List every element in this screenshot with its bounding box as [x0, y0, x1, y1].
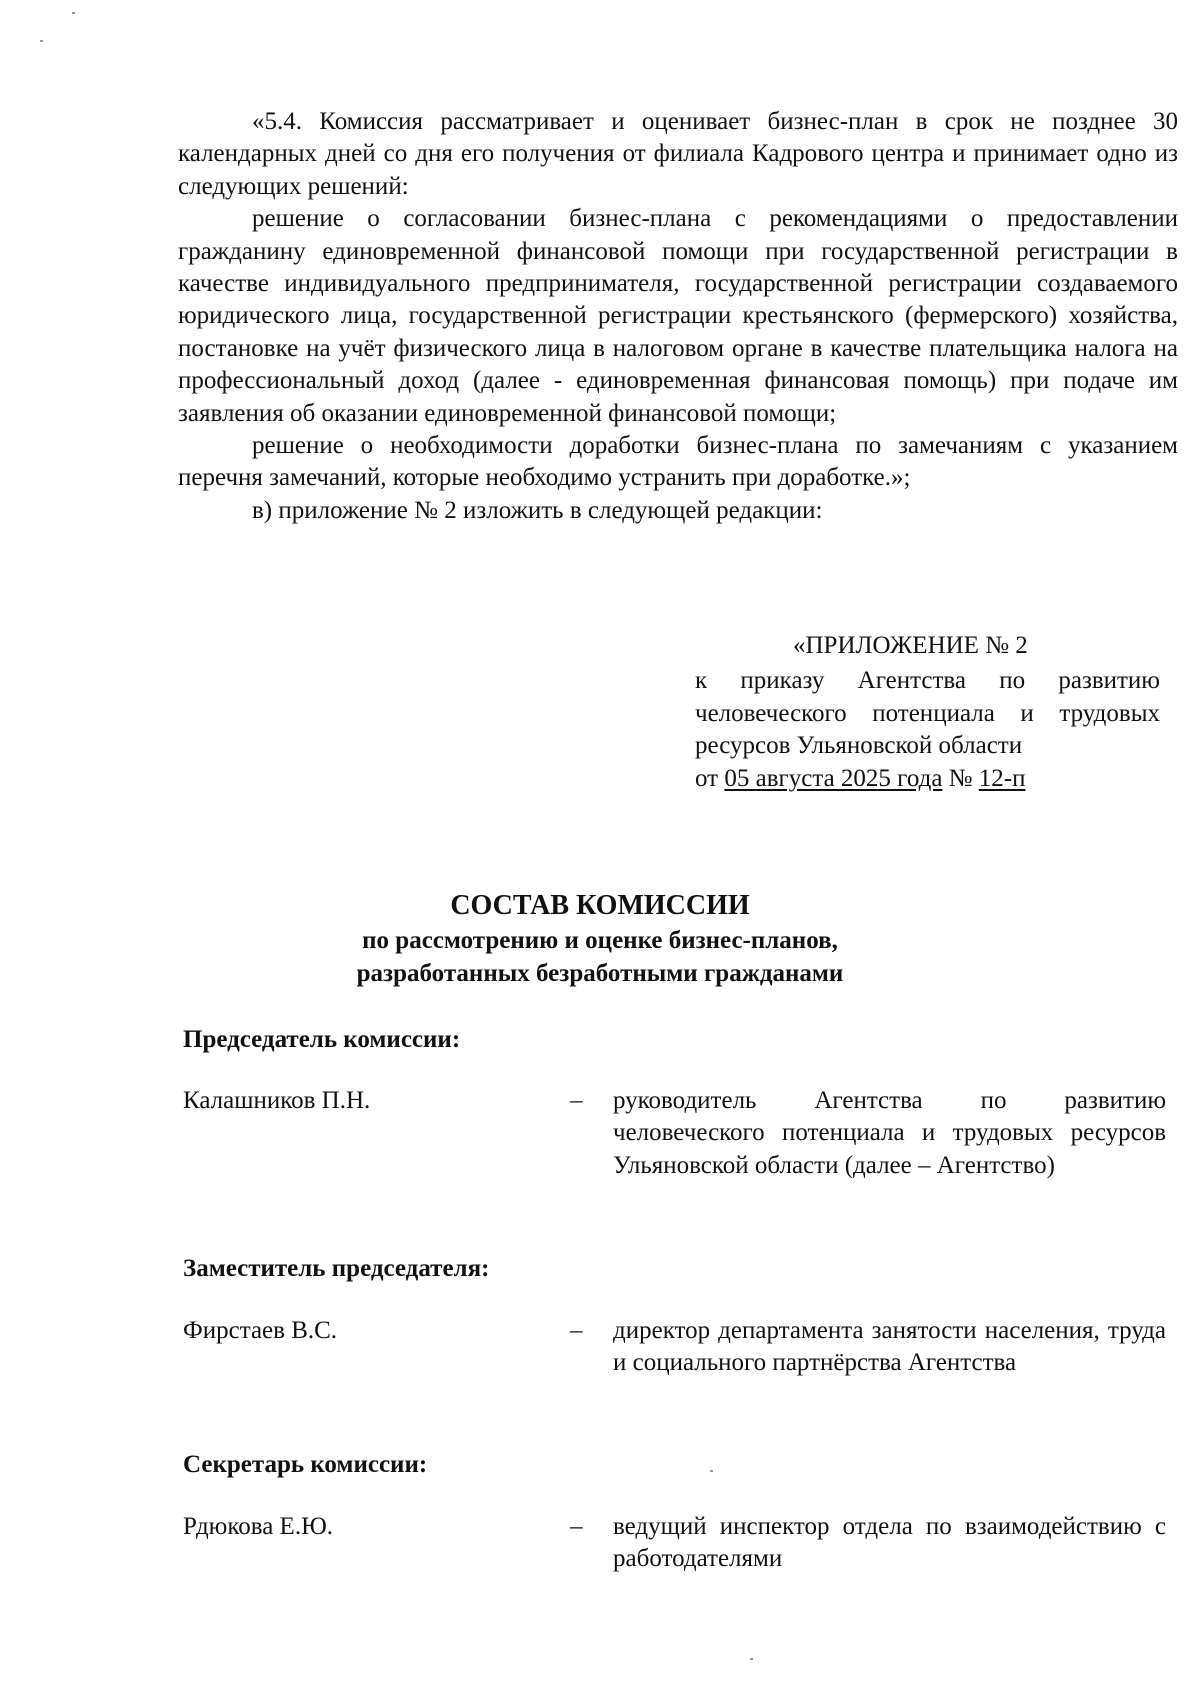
number-prefix: №	[942, 764, 979, 792]
member-dash: –	[570, 1513, 583, 1540]
scan-speck	[40, 40, 43, 42]
paragraph-decision-approve: решение о согласовании бизнес-плана с рекомендациями о предоставлении гражданину единовременной финансовой помощи при государственной регистрации в качестве индивидуального предпринимателя, государственной регистрации создаваемого юридического лица, государственной регистрации крестьянского (фермерского) хозяйства, постановке на учёт физического лица в налоговом органе в качестве плательщика налога на профессиональный доход (далее - единовременная финансовая помощь) при подаче им заявления об оказании единовременной финансовой помощи;	[178, 205, 1178, 427]
paragraph-decision-revise: решение о необходимости доработки бизнес-плана по замечаниям с указанием перечня замечаний, которые необходимо устранить при доработке.»;	[178, 432, 1178, 492]
paragraph-appendix-instruction: в) приложение № 2 изложить в следующей редакции:	[252, 496, 823, 524]
appendix-order-reference: к приказу Агентства по развитию человеческого потенциала и трудовых ресурсов Ульяновской области	[695, 667, 1160, 760]
role-chair: Председатель комиссии:	[183, 1026, 461, 1053]
title-line-1: СОСТАВ КОМИССИИ	[450, 890, 750, 921]
member-description: директор департамента занятости населения, труда и социального партнёрства Агентства	[613, 1317, 1166, 1377]
title-line-3: разработанных безработными гражданами	[356, 960, 844, 987]
date-prefix: от	[695, 764, 725, 792]
role-secretary: Секретарь комиссии:	[183, 1451, 428, 1478]
order-number: 12-п	[978, 764, 1026, 792]
member-name: Калашников П.Н.	[183, 1087, 371, 1114]
appendix-header	[695, 630, 1160, 795]
member-dash: –	[570, 1087, 583, 1114]
role-deputy: Заместитель председателя:	[183, 1255, 490, 1282]
scan-speck	[750, 1658, 753, 1660]
paragraph-5-4: «5.4. Комиссия рассматривает и оценивает бизнес-план в срок не позднее 30 календарных дней со дня его получения от филиала Кадрового центра и принимает одно из следующих решений:	[178, 108, 1178, 200]
member-description: руководитель Агентства по развитию человеческого потенциала и трудовых ресурсов Ульяновской области (далее – Агентство)	[613, 1087, 1166, 1179]
title-line-2: по рассмотрению и оценке бизнес-планов,	[362, 927, 838, 954]
appendix-heading: «ПРИЛОЖЕНИЕ № 2	[793, 632, 1028, 659]
member-dash: –	[570, 1317, 583, 1344]
member-name: Фирстаев В.С.	[183, 1317, 338, 1344]
amendment-text	[178, 106, 1178, 527]
member-name: Рдюкова Е.Ю.	[183, 1513, 334, 1540]
appendix-order-date	[695, 763, 1160, 795]
order-date: 05 августа 2025 года	[724, 764, 943, 792]
member-description: ведущий инспектор отдела по взаимодействию с работодателями	[613, 1513, 1166, 1573]
scan-speck	[710, 1470, 713, 1472]
document-title	[0, 888, 1200, 990]
scan-speck	[72, 12, 75, 14]
